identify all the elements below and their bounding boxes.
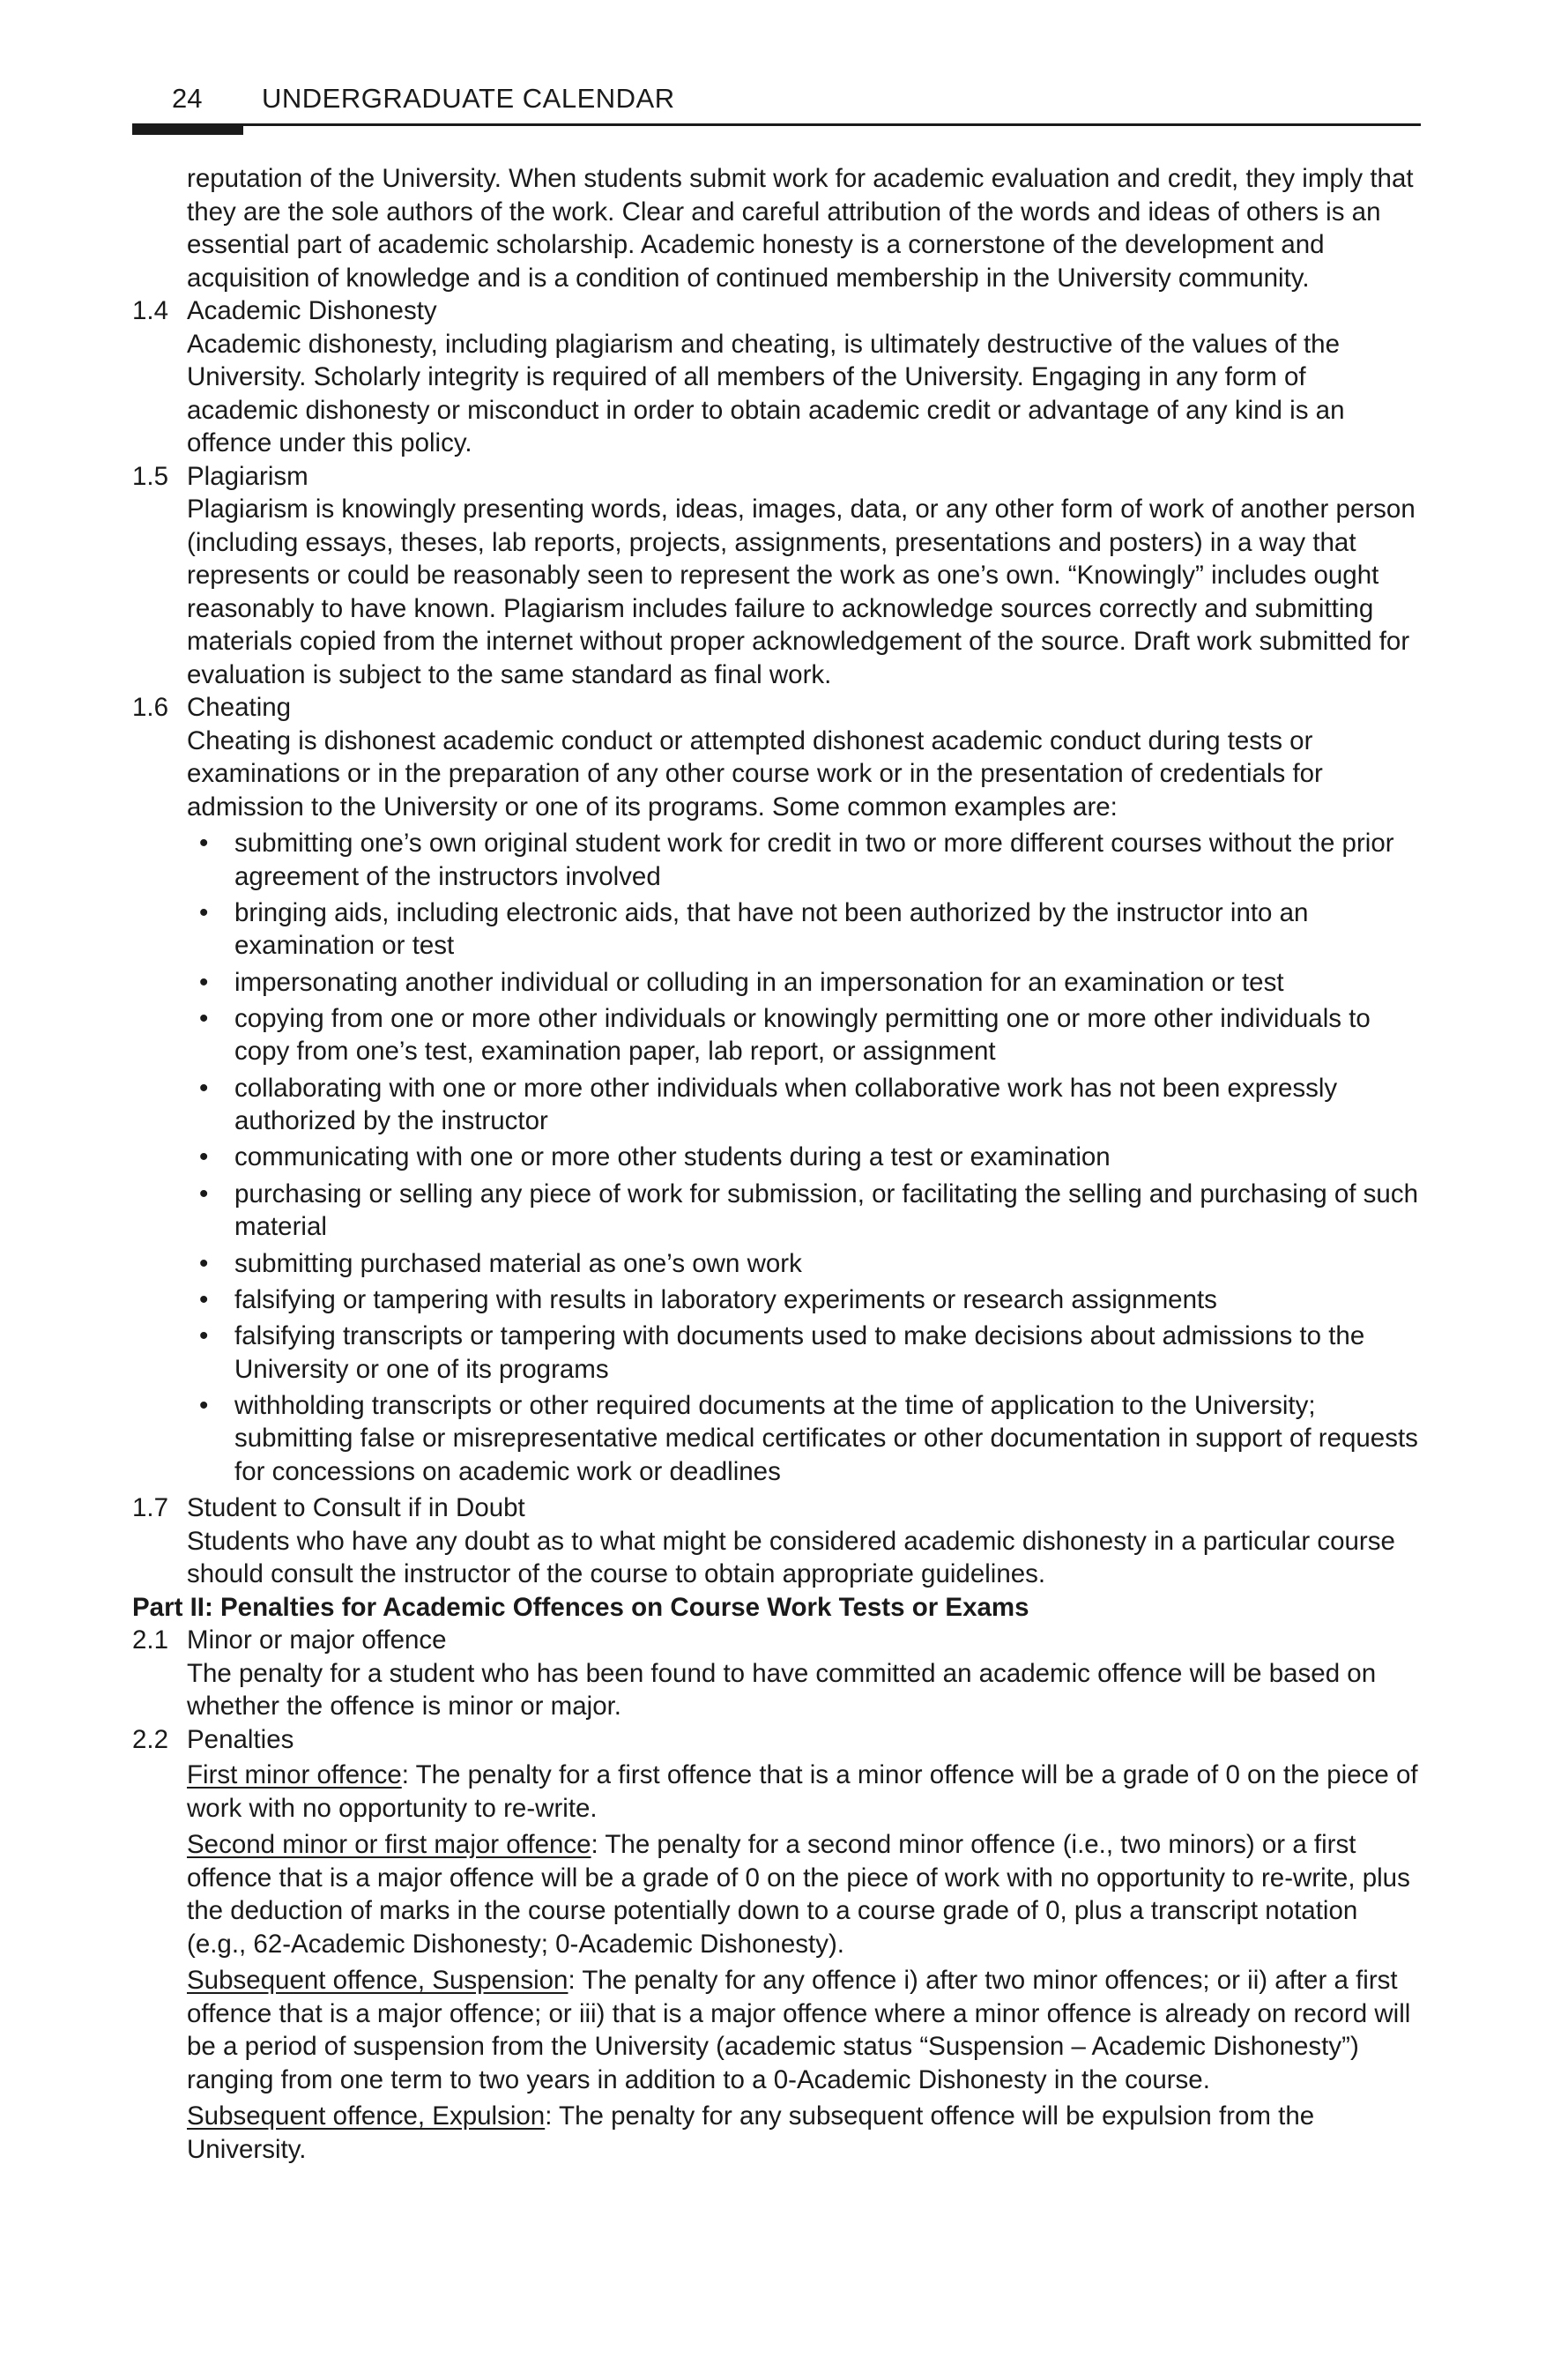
bullet-icon: •: [199, 967, 209, 997]
penalty-expulsion: [187, 2100, 1421, 2166]
section-number: 1.7: [132, 1493, 169, 1523]
section-1-4: [132, 294, 1421, 460]
section-1-5: [132, 460, 1421, 692]
list-item: • submitting one’s own original student work for credit in two or more different courses without the prior agreement of the instructors involved: [199, 829, 1394, 891]
penalty-suspension: [187, 1964, 1421, 2096]
section-text: Plagiarism is knowingly presenting words, ideas, images, data, or any other form of work of another person (including essays, theses, lab reports, projects, assignments, presentations and posters) in a way that represents or could be reasonably seen to represent the work as one’s own. “Knowingly” includes ought reasonably to have known. Plagiarism includes failure to acknowledge sources correctly and submitting materials copied from the internet without proper acknowledgement of the source. Draft work submitted for evaluation is subject to the same standard as final work.: [187, 495, 1416, 689]
section-number: 2.2: [132, 1724, 169, 1754]
bullet-icon: •: [199, 1003, 209, 1033]
calendar-page: [132, 81, 1421, 2164]
list-item: • submitting purchased material as one’s own work: [187, 1247, 1421, 1281]
penalty-second-minor: [187, 1828, 1421, 1960]
list-item: • communicating with one or more other students during a test or examination: [187, 1141, 1421, 1174]
bullet-icon: •: [199, 1179, 209, 1209]
bullet-icon: •: [199, 897, 209, 927]
list-item: • impersonating another individual or colluding in an impersonation for an examination or test: [187, 966, 1421, 1000]
section-1-7: [132, 1491, 1421, 1591]
intro-paragraph: reputation of the University. When students submit work for academic evaluation and credit, they imply that they are the sole authors of the work. Clear and careful attribution of the words and ideas of others is an essential part of academic scholarship. Academic honesty is a cornerstone of the development and acquisition of knowledge and is a condition of continued membership in the University community.: [187, 164, 1414, 293]
penalty-label: Subsequent offence, Suspension: [187, 1966, 568, 1996]
bullet-icon: •: [199, 829, 209, 858]
section-number: 1.6: [132, 693, 169, 722]
list-item: • copying from one or more other individuals or knowingly permitting one or more other individuals to copy from one’s test, examination paper, lab report, or assignment: [199, 1003, 1371, 1067]
section-text: Academic dishonesty, including plagiarism and cheating, is ultimately destructive of the values of the University. Scholarly integrity is required of all members of the University. Engaging in any form of academic dishonesty or misconduct in order to obtain academic credit or advantage of any kind is an offence under this policy.: [187, 329, 1345, 457]
penalty-text: : The penalty for a first offence that is a minor offence will be a grade of 0 on the piece of work with no opportunity to re-write.: [187, 1760, 1418, 1823]
penalty-first-minor: [187, 1759, 1421, 1825]
bullet-icon: •: [199, 1390, 209, 1420]
section-2-2: [132, 1723, 1421, 1757]
section-1-6: [132, 691, 1421, 823]
section-number: 2.1: [132, 1625, 169, 1655]
bullet-icon: •: [199, 1073, 209, 1103]
list-item: • bringing aids, including electronic aids, that have not been authorized by the instructor into an examination or test: [199, 897, 1309, 961]
section-text: The penalty for a student who has been found to have committed an academic offence will be based on whether the offence is minor or major.: [187, 1658, 1377, 1722]
section-number: 1.4: [132, 296, 169, 325]
penalty-label: First minor offence: [187, 1760, 402, 1790]
bullet-icon: •: [199, 1284, 209, 1314]
page-body: [132, 162, 1421, 2169]
penalty-text: : The penalty for a second minor offence (i.e., two minors) or a first offence that is a major offence will be a grade of 0 on the piece of work with no opportunity to re-write, plus the deduction of marks in the course potentially down to a course grade of 0, plus a transcript notation (e.g., 62-Academic Dishonesty; 0-Academic Dishonesty).: [187, 1830, 1410, 1959]
list-item: • falsifying transcripts or tampering with documents used to make decisions about admissions to the University or one of its programs: [199, 1321, 1365, 1384]
cheating-examples-list: [187, 827, 1421, 1488]
list-item: • falsifying or tampering with results in laboratory experiments or research assignments: [187, 1283, 1421, 1317]
penalty-label: Second minor or first major offence: [187, 1830, 591, 1860]
penalty-label: Subsequent offence, Expulsion: [187, 2101, 546, 2131]
list-item: • collaborating with one or more other individuals when collaborative work has not been expressly authorized by the instructor: [199, 1073, 1338, 1136]
section-title: Academic Dishonesty: [187, 296, 437, 325]
running-title: UNDERGRADUATE CALENDAR: [262, 83, 675, 114]
header-accent-bar: [132, 126, 243, 135]
list-item: • withholding transcripts or other required documents at the time of application to the University; submitting false or misrepresentative medical certificates or other documentation in support of requests for concessions on academic work or deadlines: [199, 1390, 1418, 1486]
part-ii-heading: Part II: Penalties for Academic Offences on Course Work Tests or Exams: [132, 1592, 1029, 1622]
page-number: 24: [172, 83, 203, 114]
bullet-icon: •: [199, 1321, 209, 1351]
section-number: 1.5: [132, 461, 169, 491]
section-title: Plagiarism: [187, 461, 308, 491]
section-text: Cheating is dishonest academic conduct or attempted dishonest academic conduct during tests or examinations or in the preparation of any other course work or in the presentation of credentials for admission to the University or one of its programs. Some common examples are:: [187, 725, 1323, 822]
bullet-icon: •: [199, 1248, 209, 1278]
section-2-1: [132, 1624, 1421, 1723]
section-title: Minor or major offence: [187, 1625, 447, 1655]
page-header: [132, 81, 1421, 126]
section-title: Student to Consult if in Doubt: [187, 1493, 525, 1523]
section-text: Students who have any doubt as to what might be considered academic dishonesty in a particular course should consult the instructor of the course to obtain appropriate guidelines.: [187, 1526, 1395, 1589]
bullet-icon: •: [199, 1142, 209, 1172]
penalty-text: : The penalty for any subsequent offence will be expulsion from the University.: [187, 2101, 1315, 2164]
list-item: • purchasing or selling any piece of work for submission, or facilitating the selling and purchasing of such material: [199, 1179, 1418, 1242]
section-title: Cheating: [187, 693, 292, 722]
penalty-text: : The penalty for any offence i) after two minor offences; or ii) after a first offence that is a major offence; or iii) that is a major offence where a minor offence is already on record will be a period of suspension from the University (academic status “Suspension – Academic Dishonesty”) ranging from one term to two years in addition to a 0-Academic Dishonesty in the course.: [187, 1966, 1411, 2094]
section-title: Penalties: [187, 1724, 294, 1754]
